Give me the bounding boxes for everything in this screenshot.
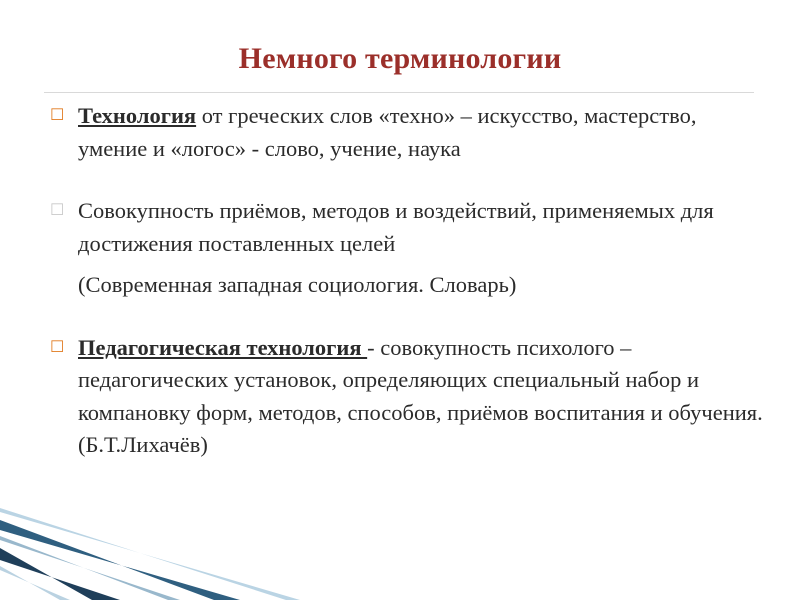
title-divider — [44, 92, 754, 93]
spacer — [50, 302, 770, 332]
term-technology: Технология — [78, 103, 197, 128]
definition-pedagogical-technology: - совокупность психолого – педагогических установок, определяющих специальный набор и компановку форм, методов, способов, приёмов воспитания и обучения. (Б.Т.Лихачёв) — [78, 334, 763, 457]
term-pedagogical-technology: Педагогическая технология — [78, 334, 368, 360]
bullet-marker-icon: ☐ — [50, 202, 65, 219]
bullet-totality — [50, 195, 770, 260]
bullet-marker-icon: ☐ — [50, 338, 65, 356]
bullet-marker-icon: ☐ — [50, 107, 65, 124]
definition-totality: Совокупность приёмов, методов и воздействий, применяемых для достижения поставленных целей — [78, 198, 714, 256]
source-note: (Современная западная социология. Словарь) — [78, 272, 517, 297]
spacer — [50, 165, 770, 195]
bullet-technology — [50, 100, 770, 165]
slide-content — [50, 100, 770, 462]
slide-title: Немного терминологии — [238, 42, 562, 75]
bullet-pedagogical-technology — [50, 332, 770, 462]
definition-technology: от греческих слов «техно» – искусство, мастерство, умение и «логос» - слово, учение, наука — [78, 103, 697, 161]
